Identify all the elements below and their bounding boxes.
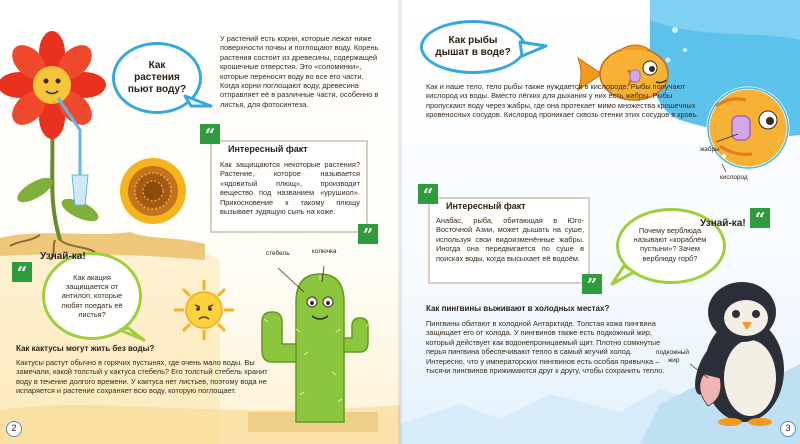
question-line-3: пьют воду? xyxy=(127,84,187,95)
cactus-character xyxy=(248,262,378,432)
question-line-1: Как xyxy=(148,60,166,71)
label-fat-line-2: жир xyxy=(668,357,680,364)
label-stem: стебель xyxy=(266,250,290,257)
znai-text: Как акация защищается от антилоп, которые любят поедать её листья? xyxy=(61,273,123,319)
quote-close-icon-right: ” xyxy=(582,274,602,294)
page-number-right: 3 xyxy=(780,421,796,437)
question-bubble-right-tail xyxy=(520,36,550,56)
fact-text-right: Анабас, рыба, обитающая в Юго-Восточной Азии, может дышать на суше, используя свои видоизменённые жабры. Иногда она передвигается по суше в поисках воды, когда высыхает её водоём. xyxy=(436,216,584,263)
intro-paragraph-right: Как и наше тело, тело рыбы также нуждается в кислороде. Рыбы получают кислород из воды. Вместо лёгких для дыхания у них есть жабры. Рыбы пропускают воду через жабры, где она протекает мимо множества крошечных кровеносных сосудов. Кислород проникает сквозь стенки этих сосудов в кровь. xyxy=(426,82,699,120)
znai-bubble-right-tail xyxy=(612,266,642,286)
sun-character xyxy=(172,278,236,342)
question-line-2: растения xyxy=(134,72,180,83)
quote-close-icon: ” xyxy=(358,224,378,244)
book-gutter xyxy=(397,0,403,444)
cactus-heading: Как кактусы могут жить без воды? xyxy=(16,344,155,353)
label-fat-line-1: подкожный xyxy=(656,349,689,356)
label-spine: колючка xyxy=(312,248,337,255)
question-right-line-2: дышат в воде? xyxy=(435,47,511,58)
page-number-left: 2 xyxy=(6,421,22,437)
question-right-line-1: Как рыбы xyxy=(448,35,498,46)
penguin-heading: Как пингвины выживают в холодных местах? xyxy=(426,304,610,313)
znai-title: Узнай-ка! xyxy=(40,251,86,262)
question-bubble-right xyxy=(420,20,526,74)
sunflower-seed-head-icon xyxy=(118,156,188,226)
fact-title: Интересный факт xyxy=(228,144,308,154)
fat-pointer-line xyxy=(690,360,720,380)
cactus-paragraph: Кактусы растут обычно в горячих пустынях, где очень мало воды. Вы замечали, какой толстый у кактуса стебель? Его толстый стебель хранит воду в течение долгого времени. У кактуса нет листьев, поэтому вода не испаряется и растение сохраняет всю воду, которую поглощает. xyxy=(16,358,268,396)
znai-title-right: Узнай-ка! xyxy=(700,218,746,229)
flower-with-straw xyxy=(0,20,110,250)
fact-text: Как защищаются некоторые растения? Растение, которое называется «ядовитый плющ», производит вещество под названием «урушиол». Прикосновение к такому плющу вызывает зудящую сыпь на коже. xyxy=(220,160,360,217)
quote-open-icon: “ xyxy=(200,124,220,144)
znai-bubble-tail xyxy=(120,326,150,346)
label-gills: жабры xyxy=(700,146,720,153)
intro-paragraph: У растений есть корни, которые лежат ниже поверхности почвы и поглощают воду. Корень растения состоит из древесины, содержащей крошечные отверстия. Это «соломинки», которые переносят воду во все его части. Когда корни поглощают воду, древесина отправляет её в различные части, особенно в листья, для фотосинтеза. xyxy=(220,34,379,109)
znai-quote-icon: “ xyxy=(12,262,32,282)
quote-open-icon-right: “ xyxy=(418,184,438,204)
znai-quote-icon-right: “ xyxy=(750,208,770,228)
penguin-character xyxy=(694,278,794,428)
question-bubble-tail xyxy=(185,92,215,112)
penguin-paragraph: Пингвины обитают в холодной Антарктиде. Толстая кожа пингвина защищает его от холода. У пингвинов также есть подкожный жир, который действует как водонепроницаемый щит. Плотно сомкнутые перья пингвина обеспечивают тепло в самый жгучий холод. Интересно, что у императорских пингвинов есть особая привычка – тысячи пингвинов прижимаются друг к другу, чтобы сохранить тепло. xyxy=(426,319,665,376)
label-oxygen: кислород xyxy=(720,174,748,181)
fact-title-right: Интересный факт xyxy=(446,201,526,211)
right-page xyxy=(400,0,800,444)
znai-text-right: Почему верблюда называют «кораблём пустыни»? Зачем верблюду горб? xyxy=(633,226,707,263)
